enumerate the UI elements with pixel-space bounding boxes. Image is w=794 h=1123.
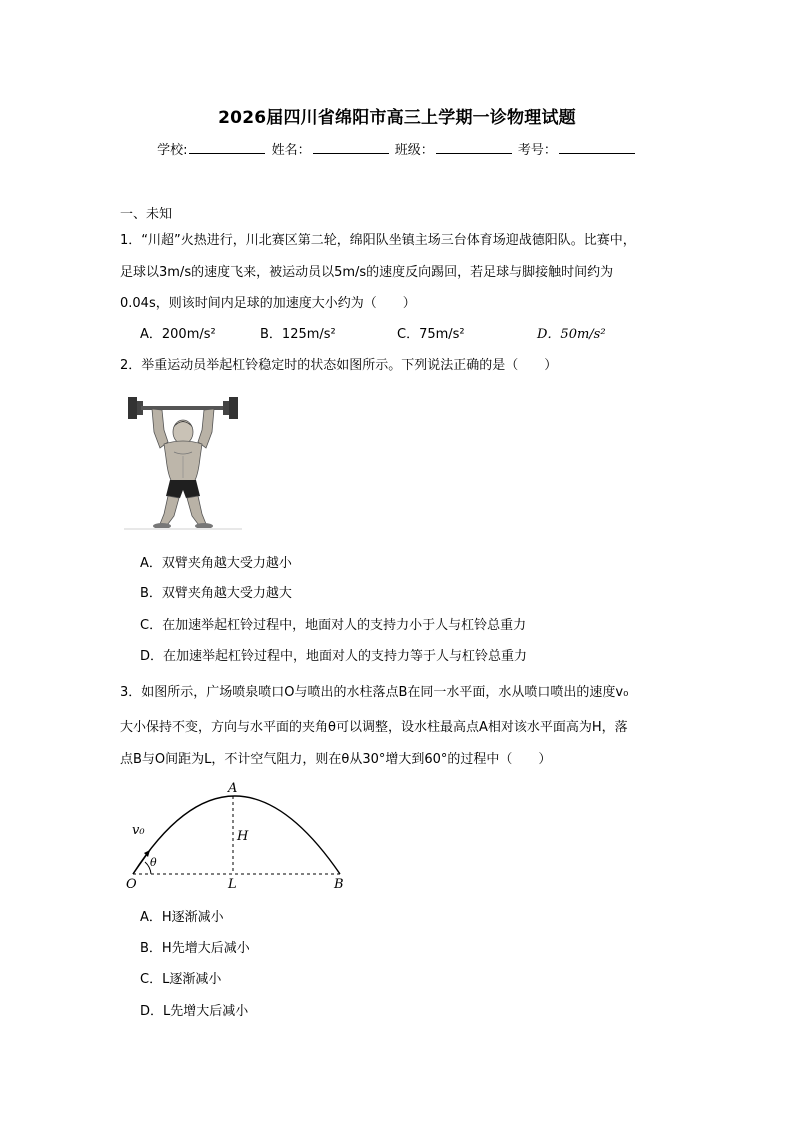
number-blank: [559, 141, 635, 154]
class-blank: [436, 141, 512, 154]
fountain-trajectory-figure: [118, 778, 358, 894]
q3-line-1: 3．如图所示，广场喷泉喷口O与喷出的水柱落点B在同一水平面，水从喷口喷出的速度v₀: [120, 685, 629, 700]
school-label: 学校:: [157, 143, 188, 158]
label-v0: v₀: [132, 823, 145, 838]
q2-stem: 2．举重运动员举起杠铃稳定时的状态如图所示。下列说法正确的是（ ）: [120, 358, 558, 373]
head: [173, 420, 193, 444]
barbell-plate-right: [229, 397, 238, 419]
q2-option-a: A．双臂夹角越大受力越小: [140, 556, 292, 571]
school-blank: [189, 141, 265, 154]
q1-line-2: 足球以3m/s的速度飞来，被运动员以5m/s的速度反向踢回，若足球与脚接触时间约为: [120, 265, 614, 280]
name-label: 姓名：: [271, 143, 311, 158]
q3-option-c: C．L逐渐减小: [140, 972, 222, 987]
number-label: 考号：: [517, 143, 557, 158]
shorts: [166, 480, 200, 498]
label-l: L: [228, 877, 237, 892]
label-h: H: [237, 829, 249, 844]
section-heading: 一、未知: [120, 207, 173, 222]
q2-option-d: D．在加速举起杠铃过程中，地面对人的支持力等于人与杠铃总重力: [140, 649, 528, 664]
q3-option-a: A．H逐渐减小: [140, 910, 224, 925]
weightlifter-figure: [124, 392, 242, 532]
q1-line-1: 1．“川超”火热进行，川北赛区第二轮，绵阳队坐镇主场三台体育场迎战德阳队。比赛中，: [120, 233, 636, 248]
q1-option-d: D．50m/s²: [537, 327, 606, 342]
q3-option-d: D．L先增大后减小: [140, 1004, 249, 1019]
barbell-plate-left: [128, 397, 137, 419]
q2-option-b: B．双臂夹角越大受力越大: [140, 586, 292, 601]
q3-line-2: 大小保持不变，方向与水平面的夹角θ可以调整，设水柱最高点A相对该水平面高为H，落: [120, 720, 628, 735]
name-blank: [313, 141, 389, 154]
q3-line-3: 点B与O间距为L，不计空气阻力，则在θ从30°增大到60°的过程中（ ）: [120, 752, 552, 767]
q2-option-c: C．在加速举起杠铃过程中，地面对人的支持力小于人与杠铃总重力: [140, 618, 527, 633]
label-theta: θ: [150, 856, 157, 869]
label-o: O: [126, 877, 137, 892]
class-label: 班级：: [394, 143, 434, 158]
q1-option-b: B．125m/s²: [260, 327, 336, 342]
q1-line-3: 0.04s，则该时间内足球的加速度大小约为（ ）: [120, 296, 416, 311]
q3-option-b: B．H先增大后减小: [140, 941, 250, 956]
student-info-row: [0, 139, 794, 158]
label-b: B: [334, 877, 344, 892]
q1-option-c: C．75m/s²: [397, 327, 465, 342]
label-a: A: [228, 781, 238, 796]
exam-title: 2026届四川省绵阳市高三上学期一诊物理试题: [218, 108, 576, 128]
q1-option-a: A．200m/s²: [140, 327, 216, 342]
barbell-plate-right-inner: [223, 401, 229, 415]
